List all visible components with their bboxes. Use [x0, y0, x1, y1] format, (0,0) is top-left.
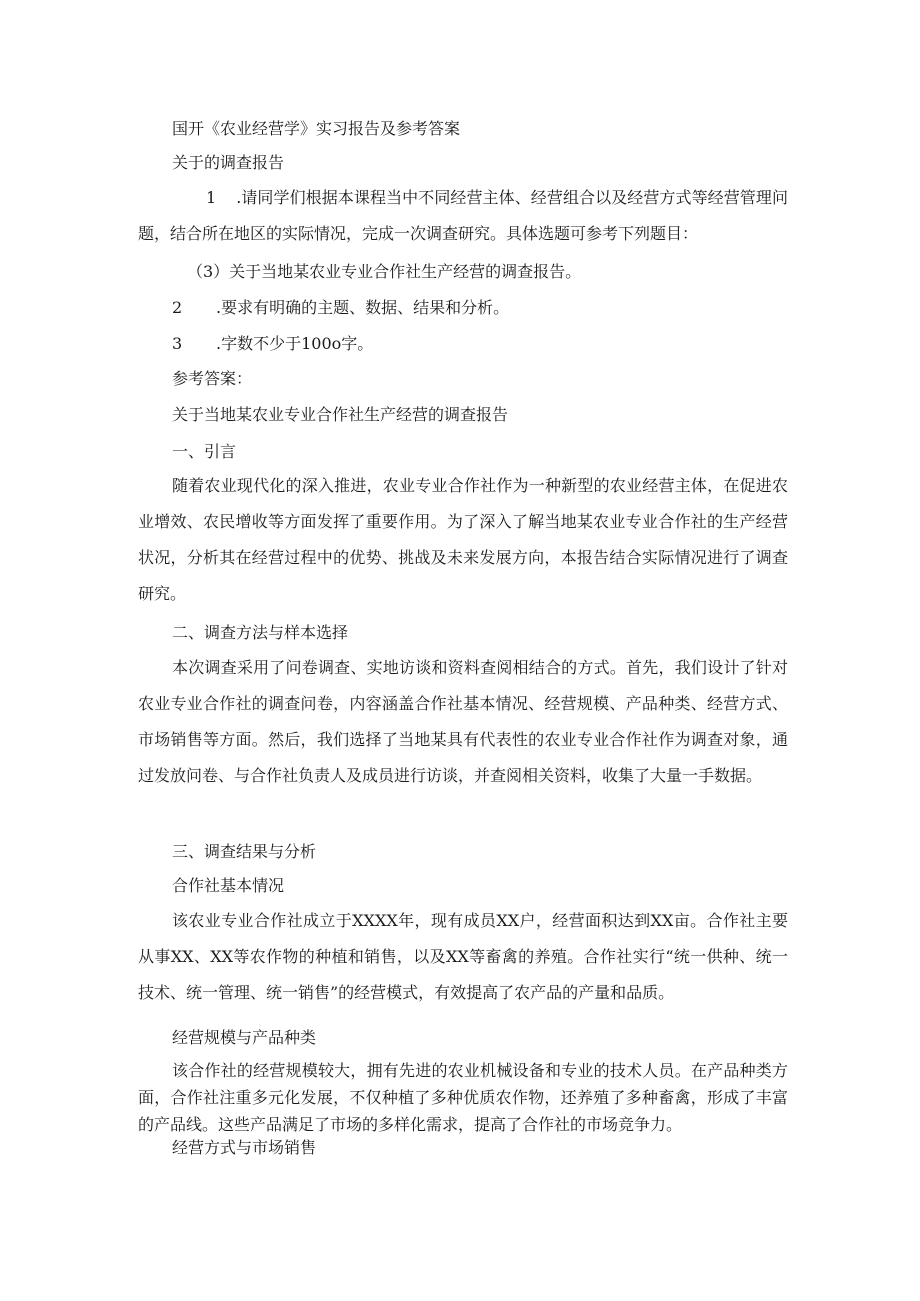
task-3: [172, 334, 373, 354]
subsection-2-paragraph: 该合作社的经营规模较大，拥有先进的农业机械设备和专业的技术人员。在产品种类方面，合作社注重多元化发展，不仅种植了多种优质农作物，还养殖了多种畜禽，形成了丰富的产品线。这些产品满足了市场的多样化需求，提高了合作社的市场竞争力。: [138, 1061, 788, 1134]
section-2-heading: 二、调查方法与样本选择: [172, 623, 349, 642]
subsection-1-heading: 合作社基本情况: [172, 876, 285, 895]
report-title: 关于当地某农业专业合作社生产经营的调查报告: [172, 405, 509, 424]
document-title: 国开《农业经营学》实习报告及参考答案: [172, 119, 461, 138]
document-subtitle: 关于的调查报告: [172, 153, 285, 172]
task-3-number: 3: [172, 334, 183, 353]
task-2-text: .要求有明确的主题、数据、结果和分析。: [216, 298, 510, 317]
task-1-option: （3）关于当地某农业专业合作社生产经营的调查报告。: [187, 262, 582, 281]
task-2-number: 2: [172, 298, 183, 317]
subsection-1-paragraph: 该农业专业合作社成立于XXXX年，现有成员XX户，经营面积达到XX亩。合作社主要从事XX、XX等农作物的种植和销售，以及XX等畜禽的养殖。合作社实行“统一供种、统一技术、统一管理、统一销售”的经营模式，有效提高了农产品的产量和品质。: [138, 911, 788, 1002]
task-1: [138, 180, 788, 252]
subsection-2-heading: 经营规模与产品种类: [172, 1028, 317, 1047]
section-1-paragraph: 随着农业现代化的深入推进，农业专业合作社作为一种新型的农业经营主体，在促进农业增效、农民增收等方面发挥了重要作用。为了深入了解当地某农业专业合作社的生产经营状况，分析其在经营过程中的优势、挑战及未来发展方向，本报告结合实际情况进行了调查研究。: [138, 476, 788, 603]
section-1-heading: 一、引言: [172, 442, 237, 461]
section-2-paragraph: 本次调查采用了问卷调查、实地访谈和资料查阅相结合的方式。首先，我们设计了针对农业专业合作社的调查问卷，内容涵盖合作社基本情况、经营规模、产品种类、经营方式、市场销售等方面。然后，我们选择了当地某具有代表性的农业专业合作社作为调查对象，通过发放问卷、与合作社负责人及成员进行访谈，并查阅相关资料，收集了大量一手数据。: [138, 658, 788, 785]
task-3-text: .字数不少于100o字。: [216, 334, 374, 353]
task-1-number: 1: [206, 188, 217, 207]
subsection-3-heading: 经营方式与市场销售: [172, 1138, 317, 1157]
section-3-heading: 三、调查结果与分析: [172, 842, 317, 861]
task-1-text: .请同学们根据本课程当中不同经营主体、经营组合以及经营方式等经营管理问题，结合所在地区的实际情况，完成一次调查研究。具体选题可参考下列题目：: [138, 188, 788, 243]
task-2: [172, 298, 509, 318]
answer-label: 参考答案：: [172, 369, 253, 388]
